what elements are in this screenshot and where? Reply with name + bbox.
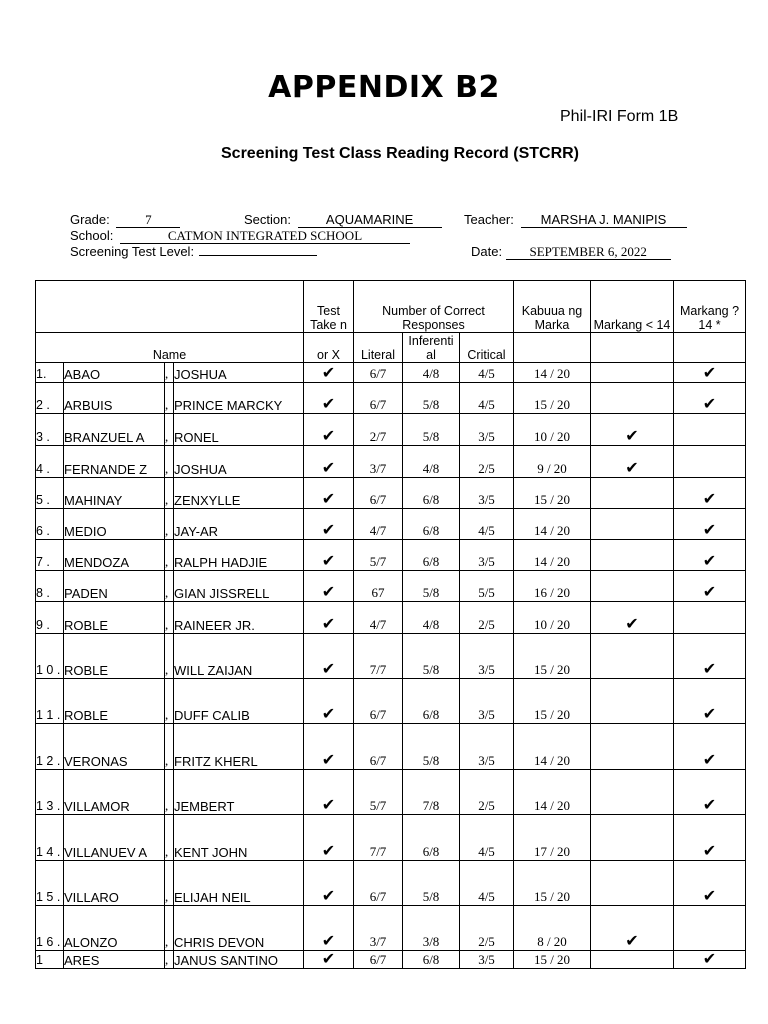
test-taken-mark [304, 679, 354, 724]
last-name: FERNANDE Z [64, 446, 165, 478]
check-icon: ✔ [702, 795, 717, 814]
inferential-score: 6/8 [403, 815, 460, 861]
below-14-mark [591, 571, 674, 602]
literal-score: 67 [354, 571, 403, 602]
literal-score: 4/7 [354, 509, 403, 540]
below-14-mark [591, 770, 674, 815]
last-name: ARES [64, 951, 165, 969]
test-taken-mark [304, 571, 354, 602]
first-name: WILL ZAIJAN [174, 634, 304, 679]
inferential-score: 5/8 [403, 861, 460, 906]
critical-score: 3/5 [460, 724, 514, 770]
total-score: 14 / 20 [514, 509, 591, 540]
row-number: 1 0 . [36, 634, 64, 679]
page-subtitle: Screening Test Class Reading Record (STCRR) [221, 145, 579, 162]
at-least-14-mark [674, 861, 746, 906]
critical-score: 4/5 [460, 363, 514, 383]
check-icon: ✔ [321, 750, 336, 769]
literal-score: 6/7 [354, 363, 403, 383]
check-icon: ✔ [321, 551, 336, 570]
name-separator: , [165, 571, 174, 602]
grade-field [70, 212, 180, 228]
below-14-mark [591, 679, 674, 724]
name-separator: , [165, 363, 174, 383]
critical-score: 2/5 [460, 906, 514, 951]
inferential-score: 5/8 [403, 414, 460, 446]
row-number: 1. [36, 363, 64, 383]
test-taken-mark [304, 861, 354, 906]
last-name: BRANZUEL A [64, 414, 165, 446]
table-row [36, 478, 746, 509]
check-icon: ✔ [321, 841, 336, 860]
first-name: JAY-AR [174, 509, 304, 540]
literal-header: Literal [354, 333, 403, 363]
blank-header-cell [591, 333, 674, 363]
test-taken-mark [304, 414, 354, 446]
inferential-score: 5/8 [403, 383, 460, 414]
at-least-14-mark [674, 509, 746, 540]
name-separator: , [165, 724, 174, 770]
inferential-score: 5/8 [403, 634, 460, 679]
check-icon: ✔ [702, 886, 717, 905]
name-separator: , [165, 414, 174, 446]
table-row [36, 861, 746, 906]
correct-responses-header: Number of Correct Responses [354, 281, 514, 333]
first-name: PRINCE MARCKY [174, 383, 304, 414]
screening-level-field [70, 244, 317, 259]
last-name: ARBUIS [64, 383, 165, 414]
at-least-14-mark [674, 478, 746, 509]
check-icon: ✔ [321, 886, 336, 905]
name-separator: , [165, 861, 174, 906]
page-title: APPENDIX B2 [268, 70, 500, 105]
name-separator: , [165, 446, 174, 478]
check-icon: ✔ [702, 949, 717, 968]
at-least-14-mark [674, 540, 746, 571]
check-icon: ✔ [321, 614, 336, 633]
below-14-mark [591, 906, 674, 951]
at-least-14-mark [674, 679, 746, 724]
first-name: FRITZ KHERL [174, 724, 304, 770]
at-least-14-mark [674, 724, 746, 770]
check-icon: ✔ [321, 520, 336, 539]
literal-score: 5/7 [354, 540, 403, 571]
name-separator: , [165, 770, 174, 815]
at-least-14-mark [674, 906, 746, 951]
row-number: 1 6 . [36, 906, 64, 951]
critical-score: 4/5 [460, 509, 514, 540]
row-number: 5 . [36, 478, 64, 509]
name-header: Name [36, 333, 304, 363]
check-icon: ✔ [321, 458, 336, 477]
row-number: 1 5 . [36, 861, 64, 906]
total-score: 15 / 20 [514, 383, 591, 414]
below-14-mark [591, 724, 674, 770]
inferential-score: 4/8 [403, 602, 460, 634]
row-number: 1 [36, 951, 64, 969]
test-taken-mark [304, 363, 354, 383]
total-score: 15 / 20 [514, 861, 591, 906]
total-score: 16 / 20 [514, 571, 591, 602]
table-row [36, 571, 746, 602]
table-row [36, 414, 746, 446]
at-least-14-mark [674, 815, 746, 861]
test-taken-mark [304, 383, 354, 414]
row-number: 4 . [36, 446, 64, 478]
critical-score: 2/5 [460, 770, 514, 815]
literal-score: 6/7 [354, 724, 403, 770]
literal-score: 3/7 [354, 446, 403, 478]
row-number: 8 . [36, 571, 64, 602]
table-row [36, 509, 746, 540]
literal-score: 6/7 [354, 951, 403, 969]
at-least-14-mark [674, 602, 746, 634]
last-name: VILLAMOR [64, 770, 165, 815]
at-least-14-mark [674, 414, 746, 446]
total-score: 14 / 20 [514, 770, 591, 815]
last-name: VILLARO [64, 861, 165, 906]
first-name: RALPH HADJIE [174, 540, 304, 571]
check-icon: ✔ [625, 458, 639, 477]
table-row [36, 540, 746, 571]
check-icon: ✔ [702, 520, 717, 539]
first-name: CHRIS DEVON [174, 906, 304, 951]
inferential-score: 6/8 [403, 478, 460, 509]
at-least-14-mark [674, 634, 746, 679]
table-row [36, 363, 746, 383]
below-14-mark [591, 540, 674, 571]
below-14-mark [591, 509, 674, 540]
check-icon: ✔ [321, 489, 336, 508]
table-row [36, 906, 746, 951]
school-value: CATMON INTEGRATED SCHOOL [120, 228, 410, 244]
check-icon: ✔ [702, 551, 717, 570]
critical-header: Critical [460, 333, 514, 363]
screening-level-label: Screening Test Level: [70, 244, 195, 259]
form-code: Phil-IRI Form 1B [560, 108, 679, 125]
total-score: 14 / 20 [514, 724, 591, 770]
critical-score: 3/5 [460, 634, 514, 679]
first-name: JANUS SANTINO [174, 951, 304, 969]
last-name: MENDOZA [64, 540, 165, 571]
check-icon: ✔ [702, 659, 717, 678]
at-least-14-mark [674, 770, 746, 815]
last-name: ROBLE [64, 679, 165, 724]
first-name: RAINEER JR. [174, 602, 304, 634]
literal-score: 6/7 [354, 861, 403, 906]
literal-score: 7/7 [354, 634, 403, 679]
check-icon: ✔ [702, 582, 717, 601]
inferential-score: 7/8 [403, 770, 460, 815]
check-icon: ✔ [702, 750, 717, 769]
blank-header-cell [514, 333, 591, 363]
test-taken-mark [304, 446, 354, 478]
teacher-value: MARSHA J. MANIPIS [521, 212, 687, 228]
critical-score: 3/5 [460, 540, 514, 571]
inferential-score: 4/8 [403, 363, 460, 383]
first-name: ELIJAH NEIL [174, 861, 304, 906]
inferential-score: 3/8 [403, 906, 460, 951]
literal-score: 7/7 [354, 815, 403, 861]
below-14-mark [591, 861, 674, 906]
last-name: ROBLE [64, 602, 165, 634]
check-icon: ✔ [321, 949, 336, 968]
critical-score: 4/5 [460, 383, 514, 414]
table-row [36, 602, 746, 634]
at-least-14-header: Markang ? 14 * [674, 281, 746, 333]
check-icon: ✔ [702, 704, 717, 723]
name-separator: , [165, 906, 174, 951]
test-taken-mark [304, 602, 354, 634]
total-score: 10 / 20 [514, 602, 591, 634]
literal-score: 6/7 [354, 383, 403, 414]
date-value: SEPTEMBER 6, 2022 [506, 244, 671, 260]
at-least-14-mark [674, 363, 746, 383]
check-icon: ✔ [321, 931, 336, 950]
row-number: 9 . [36, 602, 64, 634]
check-icon: ✔ [702, 394, 717, 413]
test-taken-mark [304, 478, 354, 509]
first-name: JOSHUA [174, 446, 304, 478]
check-icon: ✔ [625, 614, 639, 633]
test-taken-mark [304, 906, 354, 951]
section-label: Section: [244, 212, 291, 227]
inferential-score: 5/8 [403, 571, 460, 602]
first-name: JOSHUA [174, 363, 304, 383]
row-number: 2 . [36, 383, 64, 414]
below-14-mark [591, 414, 674, 446]
literal-score: 6/7 [354, 478, 403, 509]
name-separator: , [165, 383, 174, 414]
blank-header-cell [674, 333, 746, 363]
last-name: MAHINAY [64, 478, 165, 509]
first-name: RONEL [174, 414, 304, 446]
first-name: JEMBERT [174, 770, 304, 815]
school-label: School: [70, 228, 114, 243]
last-name: ABAO [64, 363, 165, 383]
critical-score: 4/5 [460, 815, 514, 861]
row-number: 1 2 . [36, 724, 64, 770]
name-separator: , [165, 679, 174, 724]
table-row [36, 815, 746, 861]
check-icon: ✔ [321, 795, 336, 814]
last-name: ALONZO [64, 906, 165, 951]
inferential-header: Inferenti al [403, 333, 460, 363]
below-14-mark [591, 478, 674, 509]
last-name: ROBLE [64, 634, 165, 679]
below-14-mark [591, 383, 674, 414]
test-taken-mark [304, 815, 354, 861]
test-taken-mark [304, 951, 354, 969]
below-14-mark [591, 602, 674, 634]
date-label: Date: [471, 244, 503, 259]
at-least-14-mark [674, 446, 746, 478]
below-14-mark [591, 634, 674, 679]
total-score: 8 / 20 [514, 906, 591, 951]
first-name: GIAN JISSRELL [174, 571, 304, 602]
blank-header-cell [36, 281, 304, 333]
row-number: 6 . [36, 509, 64, 540]
literal-score: 3/7 [354, 906, 403, 951]
table-row [36, 770, 746, 815]
inferential-score: 6/8 [403, 951, 460, 969]
literal-score: 4/7 [354, 602, 403, 634]
last-name: PADEN [64, 571, 165, 602]
row-number: 1 4 . [36, 815, 64, 861]
check-icon: ✔ [321, 704, 336, 723]
test-taken-mark [304, 634, 354, 679]
at-least-14-mark [674, 951, 746, 969]
check-icon: ✔ [321, 659, 336, 678]
reading-record-table [35, 280, 746, 969]
total-score: 10 / 20 [514, 414, 591, 446]
name-separator: , [165, 634, 174, 679]
screening-level-value [199, 255, 317, 256]
test-taken-mark [304, 540, 354, 571]
check-icon: ✔ [625, 426, 639, 445]
test-taken-mark [304, 724, 354, 770]
total-score: 9 / 20 [514, 446, 591, 478]
total-score-header: Kabuua ng Marka [514, 281, 591, 333]
total-score: 15 / 20 [514, 478, 591, 509]
critical-score: 3/5 [460, 414, 514, 446]
check-icon: ✔ [321, 363, 336, 382]
check-icon: ✔ [702, 363, 717, 382]
critical-score: 4/5 [460, 861, 514, 906]
grade-label: Grade: [70, 212, 110, 227]
section-value: AQUAMARINE [298, 212, 442, 228]
first-name: ZENXYLLE [174, 478, 304, 509]
test-taken-mark [304, 770, 354, 815]
below-14-mark [591, 446, 674, 478]
critical-score: 5/5 [460, 571, 514, 602]
check-icon: ✔ [702, 489, 717, 508]
check-icon: ✔ [625, 931, 639, 950]
last-name: MEDIO [64, 509, 165, 540]
table-row [36, 634, 746, 679]
check-icon: ✔ [702, 841, 717, 860]
school-field [70, 228, 410, 244]
total-score: 15 / 20 [514, 634, 591, 679]
table-row [36, 951, 746, 969]
name-separator: , [165, 478, 174, 509]
name-separator: , [165, 815, 174, 861]
total-score: 14 / 20 [514, 540, 591, 571]
last-name: VILLANUEV A [64, 815, 165, 861]
literal-score: 2/7 [354, 414, 403, 446]
last-name: VERONAS [64, 724, 165, 770]
grade-value: 7 [116, 212, 180, 228]
table-row [36, 724, 746, 770]
check-icon: ✔ [321, 426, 336, 445]
row-number: 3 . [36, 414, 64, 446]
teacher-field [464, 212, 687, 228]
first-name: DUFF CALIB [174, 679, 304, 724]
row-number: 1 3 . [36, 770, 64, 815]
below-14-mark [591, 363, 674, 383]
check-icon: ✔ [321, 394, 336, 413]
total-score: 17 / 20 [514, 815, 591, 861]
critical-score: 3/5 [460, 951, 514, 969]
test-taken-header: Test Take n [304, 281, 354, 333]
inferential-score: 6/8 [403, 540, 460, 571]
critical-score: 2/5 [460, 446, 514, 478]
inferential-score: 6/8 [403, 679, 460, 724]
test-taken-mark [304, 509, 354, 540]
date-field [471, 244, 671, 260]
name-separator: , [165, 602, 174, 634]
inferential-score: 4/8 [403, 446, 460, 478]
table-row [36, 446, 746, 478]
at-least-14-mark [674, 383, 746, 414]
teacher-label: Teacher: [464, 212, 514, 227]
at-least-14-mark [674, 571, 746, 602]
total-score: 14 / 20 [514, 363, 591, 383]
section-field [244, 212, 442, 228]
inferential-score: 5/8 [403, 724, 460, 770]
critical-score: 3/5 [460, 679, 514, 724]
critical-score: 3/5 [460, 478, 514, 509]
total-score: 15 / 20 [514, 679, 591, 724]
critical-score: 2/5 [460, 602, 514, 634]
below-14-header: Markang < 14 [591, 281, 674, 333]
below-14-mark [591, 815, 674, 861]
row-number: 7 . [36, 540, 64, 571]
total-score: 15 / 20 [514, 951, 591, 969]
row-number: 1 1 . [36, 679, 64, 724]
check-icon: ✔ [321, 582, 336, 601]
name-separator: , [165, 540, 174, 571]
first-name: KENT JOHN [174, 815, 304, 861]
literal-score: 5/7 [354, 770, 403, 815]
below-14-mark [591, 951, 674, 969]
or-x-header: or X [304, 333, 354, 363]
literal-score: 6/7 [354, 679, 403, 724]
inferential-score: 6/8 [403, 509, 460, 540]
table-row [36, 679, 746, 724]
name-separator: , [165, 951, 174, 969]
table-row [36, 383, 746, 414]
name-separator: , [165, 509, 174, 540]
